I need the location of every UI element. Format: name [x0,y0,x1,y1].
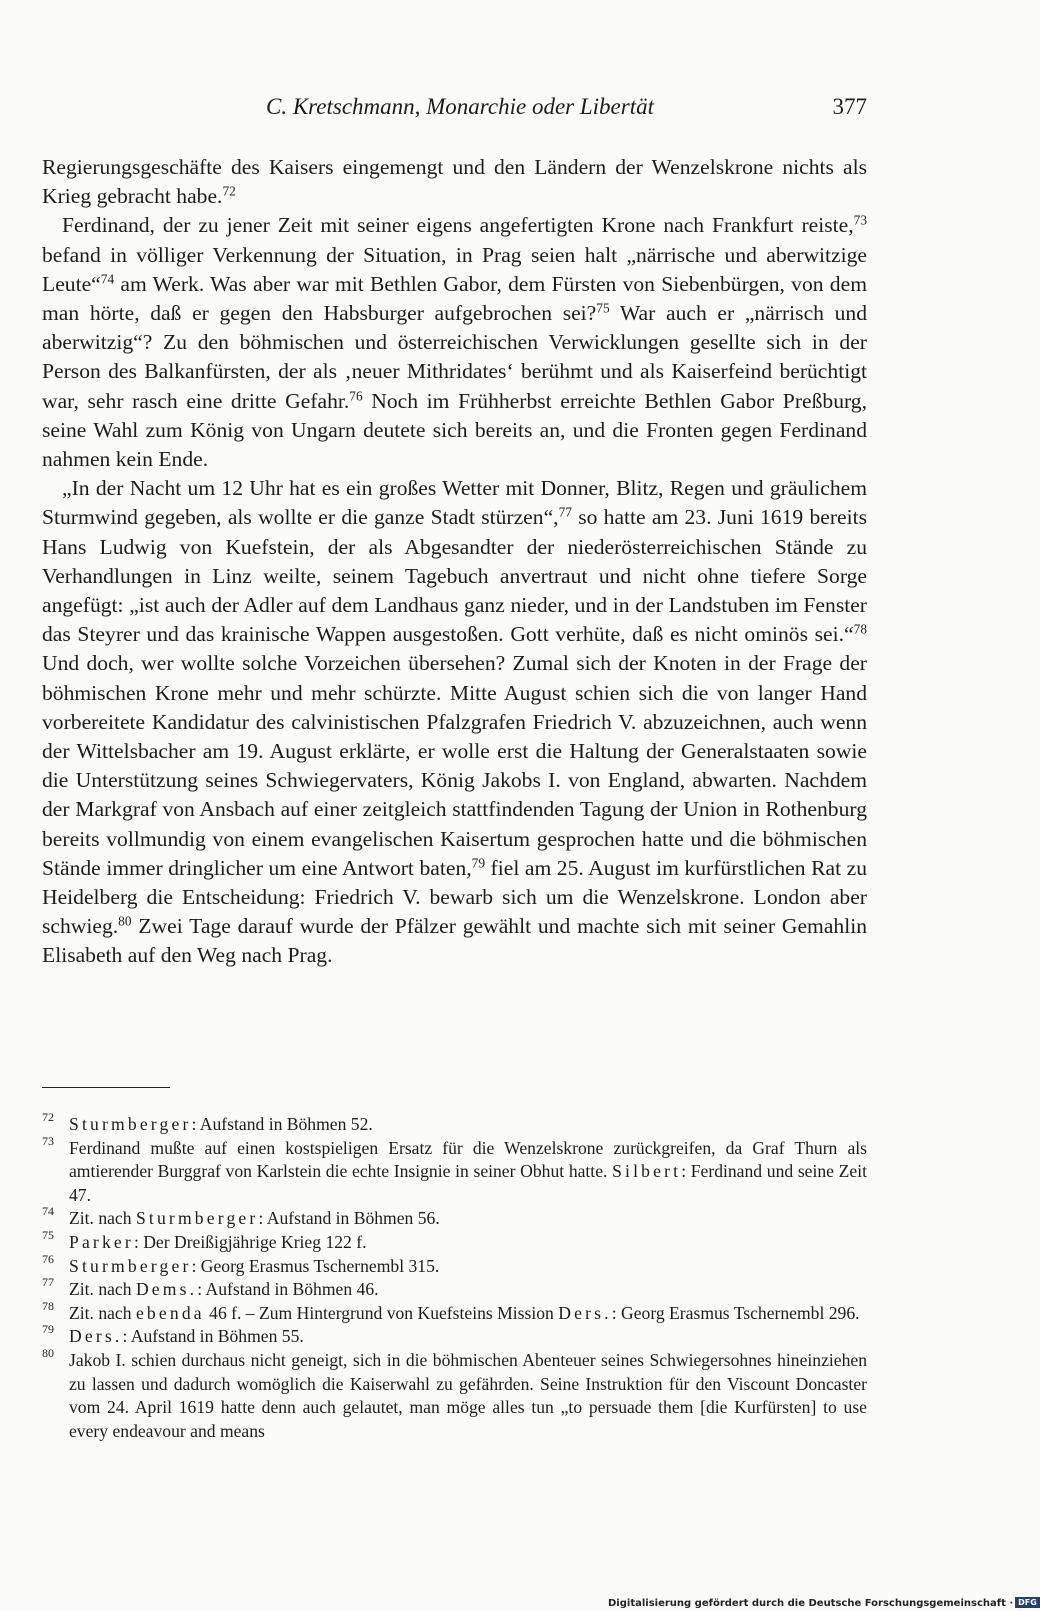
footnote [42,1251,867,1279]
footnote-number: 76 [42,1251,54,1266]
text-run: befand in völliger Verkennung der Situation, in Prag seien halt „närrische und aberwitzige Leute“ [42,242,867,296]
footnote-ref: 74 [100,271,115,287]
footnote-ref: 76 [349,388,363,404]
text-run: Zit. nach [69,1208,136,1229]
footnote-ref: 72 [222,183,236,199]
text-run: Regierungsgeschäfte des Kaisers eingemengt und den Ländern der Wenzelskrone nichts als Krieg gebracht habe. [42,155,867,209]
footnote [42,1110,867,1137]
text-run: 46 f. – Zum Hintergrund von Kuefsteins Mission [204,1302,559,1323]
text-run: Ferdinand, der zu jener Zeit mit seiner eigens angefertigten Krone nach Frankfurt reiste, [62,213,854,238]
paragraph [42,474,867,970]
text-run: : Aufstand in Böhmen 55. [122,1326,304,1347]
text-run: Zwei Tage darauf wurde der Pfälzer gewählt und machte sich mit seiner Gemahlin Elisabeth auf den Weg nach Prag. [42,914,867,968]
footnote-number: 75 [42,1227,54,1242]
credit-text: Digitalisierung gefördert durch die Deutsche Forschungsgemeinschaft · [608,1598,1014,1609]
footnote [42,1322,867,1349]
page-header [42,90,867,126]
text-run: Jakob I. schien durchaus nicht geneigt, sich in die böhmischen Abenteuer seines Schwiegersohnes hineinziehen zu lassen und dadurch womöglich die Kaiserwahl zu gefährden. Seine Instruktion für den Viscount Doncaster vom 24. April 1619 hatte denn auch gelautet, man möge alles tun „to persuade them [die Kurfürsten] to use every endeavour and means [69,1349,867,1441]
footnote-ref: 79 [471,855,486,871]
text-run: so hatte am 23. Juni 1619 bereits Hans Ludwig von Kuefstein, der als Abgesandter der niederösterreichischen Stände zu Verhandlungen in Linz weilte, seinem Tagebuch anvertraut und nicht ohne tiefere Sorge angefügt: „ist auch der Adler auf dem Landhaus ganz nieder, und in der Landstuben im Fenster das Steyrer und das krainische Wappen ausgestoßen. Gott verhüte, daß es nicht ominös sei.“ [42,505,868,647]
digitization-credit [608,1597,1040,1610]
footnote-ref: 78 [853,621,867,637]
footnote-ref: 75 [596,300,610,316]
footnote-number: 74 [42,1204,54,1219]
text-run: Und doch, wer wollte solche Vorzeichen übersehen? Zumal sich der Knoten in der Frage der böhmischen Krone mehr und mehr schürzte. Mitte August schien sich die von langer Hand vorbereitete Kandidatur des calvinistischen Pfalzgrafen Friedrich V. abzuzeichnen, auch wenn der Wittelsbacher am 19. August erklärte, er wolle erst die Haltung der Generalstaaten sowie die Unterstützung seines Schwiegervaters, König Jakobs I. von England, abwarten. Nachdem der Markgraf von Ansbach auf einer zeitgleich stattfindenden Tagung der Union in Rothenburg bereits vollmundig von einem evangelischen Kaisertum gesprochen hatte und die böhmischen Stände immer dringlicher um eine Antwort baten, [42,651,867,880]
footnote-number: 78 [42,1298,54,1313]
text-run: : Georg Erasmus Tschernembl 296. [611,1302,860,1323]
footnote [42,1275,867,1302]
text-run: Ferdinand mußte auf einen kostspieligen Ersatz für die Wenzelskrone zurückgreifen, da Graf Thurn als amtierender Burggraf von Karlstein die echte Insignie in seiner Obhut hatte. [69,1137,867,1182]
text-run: : Der Dreißigjährige Krieg 122 f. [133,1231,367,1252]
text-run: am Werk. Was aber war mit Bethlen Gabor, dem Fürsten von Siebenbürgen, von dem man hörte, daß er gegen den Habsburger aufgebrochen sei? [42,271,867,326]
footnotes [42,1110,867,1443]
text-run: Zit. nach [69,1279,136,1300]
text-run: : Georg Erasmus Tschernembl 315. [191,1255,440,1276]
footnote-ref: 73 [853,213,867,229]
text-run: fiel am 25. August im kurfürstlichen Rat zu Heidelberg die Entscheidung: Friedrich V. bewarb sich um die Wenzelskrone. London aber schwieg. [42,855,867,939]
author-name: ebenda [135,1302,205,1323]
author-name: Parker [69,1231,134,1252]
text-run: : Ferdinand und seine Zeit 47. [69,1161,867,1205]
footnote-ref: 77 [558,505,572,521]
footnote [42,1298,867,1326]
footnote-number: 73 [42,1133,54,1148]
main-text [42,153,867,971]
footnote-number: 79 [42,1322,54,1337]
author-name: Sturmberger [135,1208,259,1229]
running-head: C. Kretschmann, Monarchie oder Libertät [266,94,654,119]
text-run: : Aufstand in Böhmen 56. [258,1208,440,1229]
text-run: Noch im Frühherbst erreichte Bethlen Gabor Preßburg, seine Wahl zum König von Ungarn deutete sich bereits an, und die Fronten gegen Ferdinand nahmen kein Ende. [42,388,867,472]
footnote-number: 72 [42,1110,54,1124]
footnote [42,1345,867,1443]
footnote [42,1227,867,1255]
footnote [42,1204,867,1231]
text-run: Zit. nach [69,1302,136,1323]
author-name: Dems. [135,1279,198,1300]
author-name: Ders. [558,1302,612,1323]
text-run: „In der Nacht um 12 Uhr hat es ein großes Wetter mit Donner, Blitz, Regen und gräulichem Sturmwind gegeben, als wollte er die ganze Stadt stürzen“, [42,476,867,530]
dfg-logo: DFG [1015,1597,1040,1608]
footnote-ref: 80 [118,913,132,929]
paragraph [42,153,867,211]
footnote-number: 80 [42,1345,54,1360]
text-run: : Aufstand in Böhmen 52. [191,1114,373,1134]
footnote-number: 77 [42,1275,54,1290]
footnote-divider [42,1087,170,1088]
page-number: 377 [832,94,867,119]
author-name: Ders. [69,1326,123,1347]
author-name: Sturmberger [69,1255,192,1276]
author-name: Silbert [612,1161,682,1182]
author-name: Sturmberger [69,1114,192,1134]
footnote [42,1133,867,1208]
text-run: War auch er „närrisch und aberwitzig“? Zu den böhmischen und österreichischen Verwicklungen gesellte sich in der Person des Balkanfürsten, der als ‚neuer Mithridates‘ berühmt und als Kaiserfeind berüchtigt war, sehr rasch eine dritte Gefahr. [42,301,867,413]
paragraph [42,211,867,474]
text-run: : Aufstand in Böhmen 46. [197,1279,379,1300]
